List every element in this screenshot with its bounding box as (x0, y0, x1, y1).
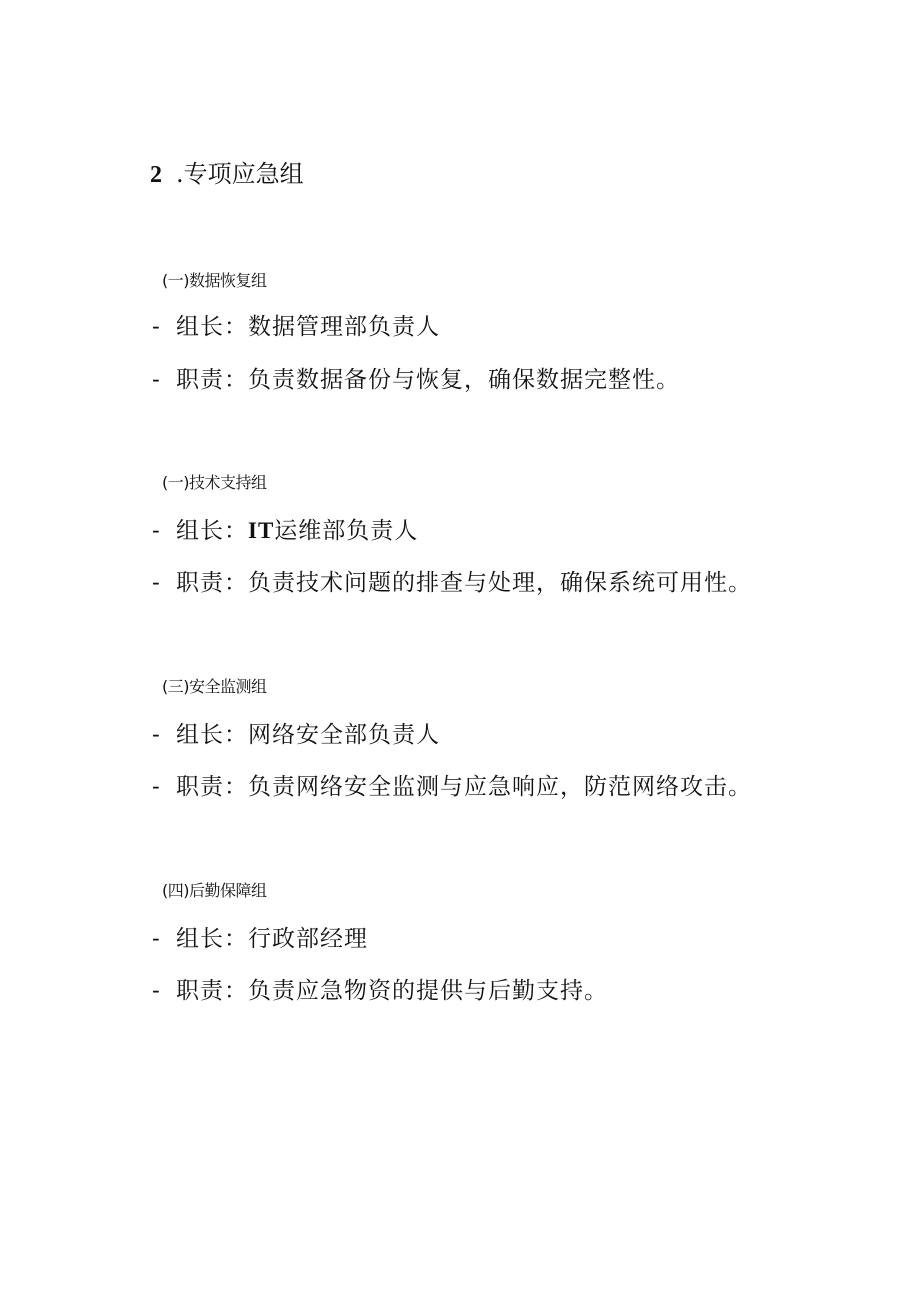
group-leader-line (152, 516, 418, 546)
leader-value: 运维部负责人 (274, 518, 419, 544)
section-title-text: .专项应急组 (176, 160, 304, 188)
duty-label: 职责： (176, 774, 248, 800)
bullet-dash: - (152, 926, 161, 952)
group-duty-line (152, 568, 752, 598)
leader-label: 组长： (176, 518, 248, 544)
group-heading-logistics: (四)后勤保障组 (162, 881, 267, 900)
bullet-dash: - (152, 518, 161, 544)
group-duty-line (152, 976, 608, 1006)
group-heading-data-recovery: (一)数据恢复组 (162, 271, 267, 290)
duty-value: 负责网络安全监测与应急响应，防范网络攻击。 (248, 774, 752, 800)
group-leader-line (152, 720, 440, 750)
duty-value: 负责应急物资的提供与后勤支持。 (248, 978, 608, 1004)
duty-label: 职责： (176, 570, 248, 596)
bullet-dash: - (152, 722, 161, 748)
bullet-dash: - (152, 314, 161, 340)
section-title (150, 158, 304, 191)
group-heading-security-monitoring: (三)安全监测组 (162, 677, 267, 696)
duty-label: 职责： (176, 367, 248, 393)
bullet-dash: - (152, 978, 161, 1004)
leader-value: 行政部经理 (248, 926, 368, 952)
bullet-dash: - (152, 367, 161, 393)
group-leader-line (152, 312, 440, 342)
leader-latin: IT (248, 518, 275, 543)
leader-value: 数据管理部负责人 (248, 314, 440, 340)
duty-value: 负责技术问题的排查与处理，确保系统可用性。 (248, 570, 752, 596)
leader-label: 组长： (176, 926, 248, 952)
duty-label: 职责： (176, 978, 248, 1004)
bullet-dash: - (152, 570, 161, 596)
group-leader-line (152, 924, 368, 954)
leader-label: 组长： (176, 722, 248, 748)
group-duty-line (152, 772, 752, 802)
section-number: 2 (150, 162, 162, 188)
leader-label: 组长： (176, 314, 248, 340)
bullet-dash: - (152, 774, 161, 800)
leader-value: 网络安全部负责人 (248, 722, 440, 748)
group-heading-tech-support: (一)技术支持组 (162, 473, 267, 492)
group-duty-line (152, 365, 680, 395)
duty-value: 负责数据备份与恢复，确保数据完整性。 (248, 367, 680, 393)
